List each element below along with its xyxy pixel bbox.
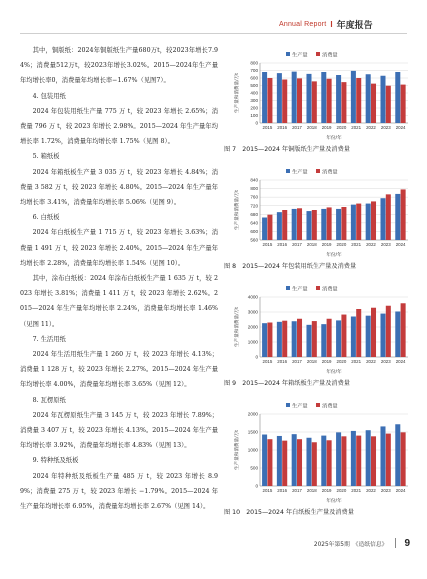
legend-production-swatch: [286, 403, 290, 407]
x-tick-label: 2015: [262, 359, 273, 364]
bar-production: [380, 76, 385, 123]
bar-production: [351, 205, 356, 240]
bar-production: [366, 430, 371, 486]
bar-consumption: [401, 85, 406, 123]
y-tick-label: 600: [250, 229, 258, 235]
header-rule: [20, 33, 407, 34]
y-tick-label: 0: [255, 120, 258, 126]
bar-production: [366, 316, 371, 357]
bar-production: [277, 322, 282, 357]
y-tick-label: 500: [250, 465, 258, 471]
paragraph: 4. 包装用纸: [32, 92, 66, 100]
bar-consumption: [356, 78, 361, 123]
bar-production: [292, 434, 297, 486]
legend-consumption-label: 消费量: [322, 286, 338, 293]
bar-consumption: [371, 84, 376, 123]
y-axis-label: 生产量和消费量/万t: [235, 72, 240, 114]
y-tick-label: 3000: [247, 309, 258, 315]
paragraph: 5. 箱纸板: [32, 153, 60, 161]
bar-production: [306, 211, 311, 240]
figure-7-caption: 图 7 2015—2024 年铜版纸生产量及消费量: [224, 146, 350, 153]
x-tick-label: 2016: [277, 488, 288, 493]
journal-issue: 2025年第5期 《造纸信息》: [313, 541, 388, 548]
bar-production: [262, 323, 267, 357]
y-tick-label: 2000: [247, 411, 258, 417]
x-axis-label: 年份/年: [326, 370, 342, 375]
x-tick-label: 2017: [292, 242, 302, 247]
x-tick-label: 2023: [380, 242, 391, 247]
legend-production-label: 生产量: [292, 286, 308, 293]
bar-consumption: [312, 81, 317, 123]
x-axis-label: 年份/年: [326, 499, 342, 504]
x-tick-label: 2020: [336, 488, 347, 493]
bar-production: [351, 317, 356, 358]
bar-production: [306, 438, 311, 486]
y-tick-label: 300: [250, 98, 258, 104]
y-tick-label: 640: [250, 220, 258, 226]
bar-consumption: [282, 321, 287, 357]
paragraph: 7. 生活用纸: [32, 335, 66, 343]
x-tick-label: 2019: [321, 125, 332, 130]
bar-production: [336, 75, 341, 123]
y-tick-label: 2000: [247, 324, 258, 330]
bar-consumption: [312, 210, 317, 240]
bar-consumption: [267, 323, 272, 358]
chart-legend: [286, 167, 338, 175]
x-tick-label: 2015: [262, 125, 273, 130]
bar-production: [395, 194, 400, 240]
x-tick-label: 2024: [395, 359, 406, 364]
footer-separator: [395, 538, 396, 548]
bar-production: [395, 424, 400, 486]
bar-production: [336, 432, 341, 486]
bar-consumption: [341, 82, 346, 123]
x-tick-label: 2021: [351, 488, 362, 493]
x-tick-label: 2017: [292, 359, 302, 364]
bar-production: [336, 320, 341, 357]
bar-consumption: [267, 439, 272, 486]
x-tick-label: 2022: [366, 359, 376, 364]
y-tick-label: 700: [250, 68, 258, 74]
x-tick-label: 2023: [380, 125, 391, 130]
y-tick-label: 4000: [247, 294, 258, 300]
x-axis-label: 年份/年: [326, 253, 342, 258]
bar-production: [380, 198, 385, 240]
x-axis-label: 年份/年: [326, 136, 342, 141]
bar-consumption: [282, 441, 287, 486]
x-tick-label: 2017: [292, 125, 302, 130]
header-english-title: Annual Report: [279, 20, 327, 28]
bar-production: [351, 71, 356, 123]
header-separator: I: [330, 19, 333, 29]
bar-consumption: [356, 436, 361, 486]
figure-10-caption: 图 10 2015—2024 年白纸板生产量及消费量: [224, 509, 354, 516]
page-number: 9: [404, 537, 410, 549]
legend-consumption-swatch: [316, 403, 320, 407]
legend-consumption-swatch: [316, 52, 320, 56]
y-tick-label: 1500: [247, 429, 258, 435]
bar-production: [277, 212, 282, 240]
x-tick-label: 2022: [366, 125, 376, 130]
bar-production: [321, 436, 326, 486]
bar-production: [366, 204, 371, 240]
bar-production: [292, 72, 297, 123]
legend-consumption-label: 消费量: [322, 403, 338, 410]
y-axis-label: 生产量和消费量/万t: [235, 189, 240, 231]
x-tick-label: 2024: [395, 488, 406, 493]
legend-production-swatch: [286, 52, 290, 56]
paragraph: 2024 年瓦楞原纸生产量 3 145 万 t，较 2023 年增长 7.89%；消费量 3 407 万 t，较 2023 年增长 4.13%。2015—2024 年生产量年均增长率 3.92%，消费量年均增长率 4.83%（见图 13）。: [20, 411, 218, 450]
legend-consumption-label: 消费量: [322, 169, 338, 176]
y-tick-label: 0: [255, 483, 258, 489]
y-tick-label: 600: [250, 75, 258, 81]
x-tick-label: 2018: [306, 125, 317, 130]
x-tick-label: 2016: [277, 242, 288, 247]
bar-production: [321, 72, 326, 123]
paragraph: 9. 特种纸及纸板: [32, 457, 79, 465]
y-tick-label: 0: [255, 354, 258, 360]
bar-production: [262, 218, 267, 241]
y-tick-label: 200: [250, 105, 258, 111]
bar-consumption: [327, 79, 332, 123]
bar-consumption: [312, 442, 317, 486]
x-tick-label: 2018: [306, 359, 317, 364]
legend-production-swatch: [286, 169, 290, 173]
legend-consumption-swatch: [316, 286, 320, 290]
bar-production: [380, 426, 385, 486]
bar-production: [321, 324, 326, 357]
x-tick-label: 2016: [277, 125, 288, 130]
y-tick-label: 840: [250, 177, 258, 183]
bar-consumption: [371, 436, 376, 486]
bar-production: [306, 74, 311, 123]
bar-production: [336, 209, 341, 240]
running-header: [279, 16, 407, 32]
bar-consumption: [386, 306, 391, 357]
bar-consumption: [401, 432, 406, 486]
paragraph: 2024 年特种纸及纸板生产量 485 万 t，较 2023 年增长 8.99%；消费量 275 万 t，较 2023 年增长 −1.79%。2015—2024 年生产量年均增长率 6.95%，消费量年均增长率 2.67%（见图 14）。: [20, 472, 218, 511]
bar-consumption: [356, 204, 361, 240]
y-tick-label: 500: [250, 83, 258, 89]
figure-8-caption: 图 8 2015—2024 年包装用纸生产量及消费量: [224, 263, 357, 270]
legend-production-label: 生产量: [292, 403, 308, 410]
x-tick-label: 2022: [366, 488, 376, 493]
legend-consumption-swatch: [316, 169, 320, 173]
y-tick-label: 800: [250, 186, 258, 192]
x-tick-label: 2022: [366, 242, 376, 247]
legend-production-swatch: [286, 286, 290, 290]
y-tick-label: 760: [250, 194, 258, 200]
x-tick-label: 2020: [336, 359, 347, 364]
chart-legend: [286, 401, 338, 409]
bar-consumption: [312, 321, 317, 357]
x-tick-label: 2024: [395, 242, 406, 247]
x-tick-label: 2016: [277, 359, 288, 364]
bar-consumption: [297, 78, 302, 123]
x-tick-label: 2024: [395, 125, 406, 130]
legend-production-label: 生产量: [292, 169, 308, 176]
figure-9-caption: 图 9 2015—2024 年箱纸板生产量及消费量: [224, 380, 350, 387]
bar-production: [395, 311, 400, 357]
bar-consumption: [371, 308, 376, 357]
paragraph: 6. 白纸板: [32, 214, 60, 222]
x-tick-label: 2023: [380, 359, 391, 364]
bar-consumption: [327, 440, 332, 486]
bar-production: [321, 209, 326, 240]
chart-figure-7: [224, 49, 414, 141]
bar-production: [351, 431, 356, 486]
figure-9: [224, 283, 414, 387]
bar-consumption: [356, 309, 361, 357]
bar-consumption: [267, 78, 272, 123]
x-tick-label: 2023: [380, 488, 391, 493]
x-tick-label: 2015: [262, 488, 273, 493]
bar-consumption: [327, 319, 332, 357]
figure-7: [224, 49, 414, 153]
x-tick-label: 2021: [351, 359, 362, 364]
bar-consumption: [386, 194, 391, 240]
bar-consumption: [327, 207, 332, 240]
bar-production: [395, 72, 400, 123]
paragraph: 2024 年生活用纸生产量 1 260 万 t，较 2023 年增长 4.13%；消费量 1 128 万 t，较 2023 年增长 2.27%。2015—2024 年生产量年均增长率 4.00%，消费量年均增长率 3.65%（见图 12）。: [20, 351, 218, 389]
bar-consumption: [341, 207, 346, 240]
paragraph: 其中，铜版纸：2024年铜版纸生产量680万t，较2023年增长7.94%；消费量512万t，较2023年增长3.02%。2015—2024年生产量年均增长率0，消费量年均增长率−1.67%（见图7）。: [20, 47, 218, 85]
y-axis-label: 生产量和消费量/万t: [235, 306, 240, 348]
bar-production: [366, 74, 371, 123]
x-tick-label: 2020: [336, 242, 347, 247]
bar-consumption: [297, 319, 302, 357]
x-tick-label: 2019: [321, 359, 332, 364]
y-tick-label: 560: [250, 237, 258, 243]
x-tick-label: 2019: [321, 242, 332, 247]
bar-production: [262, 72, 267, 123]
y-tick-label: 720: [250, 203, 258, 209]
bar-production: [262, 435, 267, 486]
bar-production: [306, 325, 311, 357]
bar-consumption: [341, 315, 346, 357]
chart-figure-9: [224, 283, 414, 375]
y-tick-label: 100: [250, 113, 258, 119]
x-tick-label: 2015: [262, 242, 273, 247]
y-tick-label: 1000: [247, 447, 258, 453]
chart-figure-10: [224, 400, 414, 504]
bar-consumption: [371, 201, 376, 240]
paragraph: 其中，涂布白纸板：2024 年涂布白纸板生产量 1 635 万 t，较 2023 年增长 3.81%；消费量 1 411 万 t，较 2023 年增长 2.62%。2015—2024 年生产量年均增长率 2.24%，消费量年均增长率 1.46%（见图 11）。: [20, 275, 218, 328]
bar-production: [292, 209, 297, 240]
y-tick-label: 400: [250, 90, 258, 96]
bar-production: [292, 321, 297, 357]
x-tick-label: 2017: [292, 488, 302, 493]
bar-consumption: [267, 215, 272, 240]
y-axis-label: 生产量和消费量/万t: [235, 429, 240, 471]
paragraph: 2024 年包装用纸生产量 775 万 t，较 2023 年增长 2.65%；消费量 796 万 t，较 2023 年增长 2.98%。2015—2024 年生产量年均增长率 1.72%，消费量年均增长率 1.75%（见图 8）。: [20, 107, 218, 146]
bar-consumption: [282, 210, 287, 240]
figure-10: [224, 400, 414, 516]
paragraph: 8. 瓦楞原纸: [32, 396, 66, 404]
x-tick-label: 2018: [306, 488, 317, 493]
legend-consumption-label: 消费量: [322, 52, 338, 59]
bar-consumption: [282, 80, 287, 124]
bar-consumption: [401, 189, 406, 240]
bar-consumption: [401, 303, 406, 357]
page-footer: [270, 536, 410, 550]
chart-legend: [286, 284, 338, 292]
article-text-column: [20, 43, 218, 514]
bar-production: [277, 436, 282, 486]
chart-figure-8: [224, 166, 414, 258]
y-tick-label: 680: [250, 211, 258, 217]
bar-consumption: [386, 86, 391, 123]
paragraph: 2024 年白纸板生产量 1 715 万 t，较 2023 年增长 3.63%；消费量 1 491 万 t，较 2023 年增长 2.40%。2015—2024 年生产量年均增长率 2.28%，消费量年均增长率 1.54%（见图 10）。: [20, 229, 218, 267]
x-tick-label: 2021: [351, 125, 362, 130]
figure-8: [224, 166, 414, 270]
bar-consumption: [297, 439, 302, 486]
x-tick-label: 2020: [336, 125, 347, 130]
chart-legend: [286, 50, 338, 58]
header-chinese-title: 年度报告: [336, 20, 373, 31]
legend-production-label: 生产量: [292, 52, 308, 59]
paragraph: 2024 年箱纸板生产量 3 035 万 t，较 2023 年增长 4.84%；消费量 3 582 万 t，较 2023 年增长 4.80%。2015—2024 年生产量年均增长率 3.41%，消费量年均增长率 5.06%（见图 9）。: [20, 168, 218, 207]
y-tick-label: 800: [250, 60, 258, 66]
bar-consumption: [297, 208, 302, 240]
x-tick-label: 2018: [306, 242, 317, 247]
bar-production: [380, 314, 385, 357]
y-tick-label: 1000: [247, 339, 258, 345]
x-tick-label: 2019: [321, 488, 332, 493]
bar-production: [277, 73, 282, 123]
bar-consumption: [341, 436, 346, 486]
x-tick-label: 2021: [351, 242, 362, 247]
bar-consumption: [386, 434, 391, 486]
